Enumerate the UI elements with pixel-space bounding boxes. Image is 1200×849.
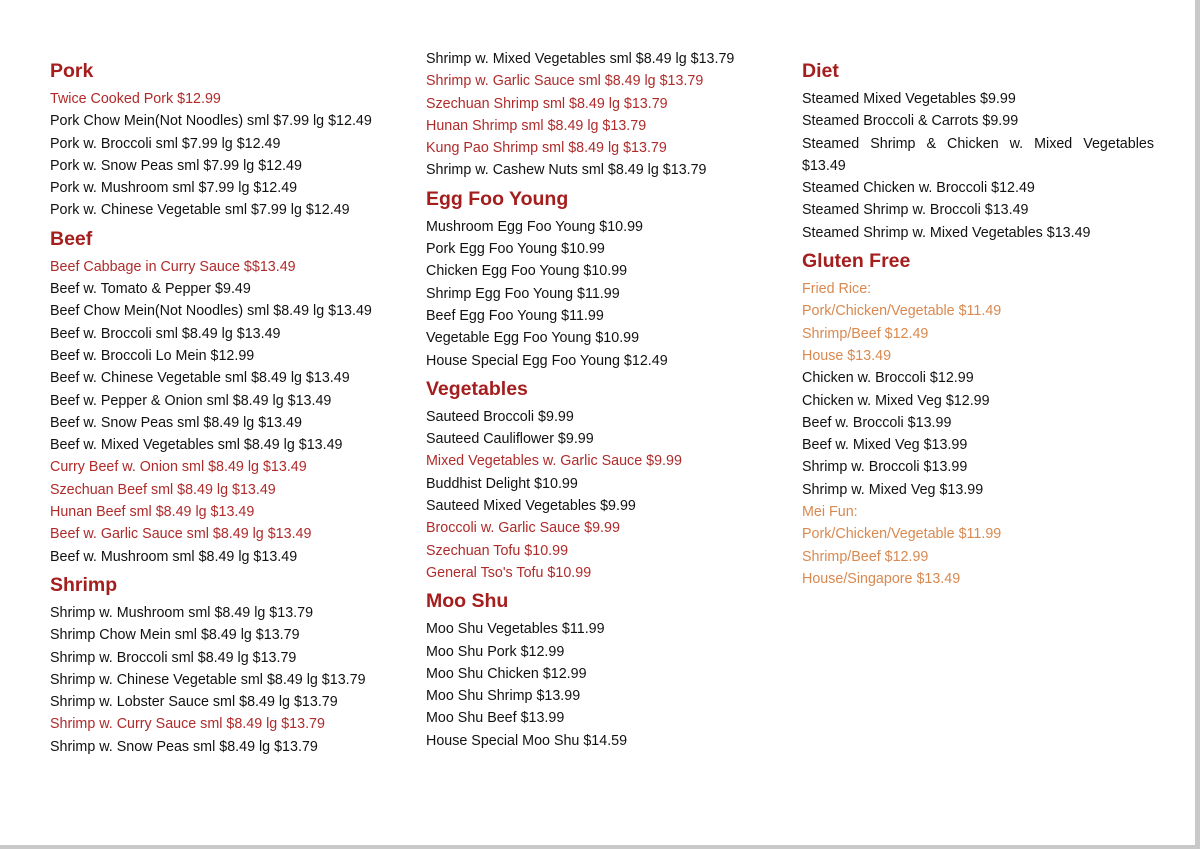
menu-item: Steamed Shrimp w. Mixed Vegetables $13.49 — [802, 224, 1091, 241]
menu-item: Sauteed Broccoli $9.99 — [426, 408, 574, 425]
menu-item: Pork/Chicken/Vegetable $11.99 — [802, 526, 1002, 543]
menu-item: Chicken Egg Foo Young $10.99 — [426, 263, 628, 280]
menu-item: House Special Egg Foo Young $12.49 — [426, 352, 668, 369]
menu-item: Beef w. Broccoli Lo Mein $12.99 — [50, 347, 255, 364]
menu-item: Steamed Mixed Vegetables $9.99 — [802, 91, 1016, 107]
menu-item: Shrimp w. Mixed Veg $13.99 — [802, 481, 984, 498]
menu-column-2 — [426, 48, 786, 752]
section-title-beef: Beef — [50, 227, 93, 250]
menu-item: Shrimp/Beef $12.99 — [802, 548, 929, 565]
menu-item: Pork w. Broccoli sml $7.99 lg $12.49 — [50, 135, 281, 152]
section-title-gluten-free: Gluten Free — [802, 250, 911, 273]
menu-item: Shrimp w. Garlic Sauce sml $8.49 lg $13.79 — [426, 73, 704, 90]
section-title-diet: Diet — [802, 60, 839, 82]
menu-item: Pork/Chicken/Vegetable $11.49 — [802, 303, 1002, 320]
menu-item: Beef w. Mushroom sml $8.49 lg $13.49 — [50, 548, 298, 565]
menu-item: Shrimp w. Mushroom sml $8.49 lg $13.79 — [50, 604, 314, 621]
menu-item: Beef w. Snow Peas sml $8.49 lg $13.49 — [50, 414, 302, 431]
menu-item: Moo Shu Pork $12.99 — [426, 643, 565, 660]
section-pork — [50, 54, 410, 222]
menu-item: Beef Cabbage in Curry Sauce $$13.49 — [50, 258, 296, 275]
menu-item: Shrimp w. Mixed Vegetables sml $8.49 lg $13.79 — [426, 51, 735, 67]
menu-item: Beef w. Mixed Vegetables sml $8.49 lg $13.49 — [50, 437, 343, 454]
menu-item: Mixed Vegetables w. Garlic Sauce $9.99 — [426, 453, 682, 470]
section-title-moo-shu: Moo Shu — [426, 590, 509, 613]
menu-item: House $13.49 — [802, 347, 892, 364]
section-title-egg-foo-young: Egg Foo Young — [426, 187, 569, 210]
menu-item: Pork Egg Foo Young $10.99 — [426, 241, 605, 258]
menu-item: Steamed Chicken w. Broccoli $12.49 — [802, 180, 1035, 197]
menu-item: Moo Shu Shrimp $13.99 — [426, 688, 581, 705]
menu-item: Shrimp w. Broccoli sml $8.49 lg $13.79 — [50, 649, 297, 666]
menu-item: Beef Egg Foo Young $11.99 — [426, 307, 604, 324]
menu-subheading: Fried Rice: — [802, 281, 872, 298]
section-moo-shu — [426, 584, 786, 752]
menu-item: Beef w. Broccoli sml $8.49 lg $13.49 — [50, 325, 281, 342]
section-shrimp-continued — [426, 48, 786, 182]
menu-item: Steamed Shrimp w. Broccoli $13.49 — [802, 202, 1029, 219]
menu-item: Shrimp Chow Mein sml $8.49 lg $13.79 — [50, 627, 300, 644]
menu-item: General Tso's Tofu $10.99 — [426, 564, 592, 581]
menu-item: Pork w. Mushroom sml $7.99 lg $12.49 — [50, 180, 298, 197]
menu-item: Moo Shu Chicken $12.99 — [426, 665, 587, 682]
menu-item: Beef w. Mixed Veg $13.99 — [802, 437, 968, 454]
menu-column-1 — [50, 54, 410, 758]
menu-item: Sauteed Cauliflower $9.99 — [426, 431, 594, 448]
menu-item: Vegetable Egg Foo Young $10.99 — [426, 330, 640, 347]
menu-item: House/Singapore $13.49 — [802, 570, 961, 587]
section-title-shrimp: Shrimp — [50, 573, 118, 596]
menu-item: Steamed Shrimp & Chicken w. Mixed Vegetables $13.49 — [802, 135, 1154, 174]
menu-item: Twice Cooked Pork $12.99 — [50, 91, 221, 107]
menu-item: Szechuan Shrimp sml $8.49 lg $13.79 — [426, 95, 668, 112]
menu-item: Pork w. Snow Peas sml $7.99 lg $12.49 — [50, 157, 302, 174]
menu-item: Shrimp w. Cashew Nuts sml $8.49 lg $13.79 — [426, 162, 707, 179]
menu-item: Pork w. Chinese Vegetable sml $7.99 lg $12.49 — [50, 202, 350, 219]
menu-item: Hunan Shrimp sml $8.49 lg $13.79 — [426, 117, 647, 134]
menu-item: Chicken w. Mixed Veg $12.99 — [802, 392, 990, 409]
section-title-vegetables: Vegetables — [426, 377, 528, 400]
menu-item: Beef w. Pepper & Onion sml $8.49 lg $13.49 — [50, 392, 332, 409]
menu-item: Beef w. Garlic Sauce sml $8.49 lg $13.49 — [50, 526, 312, 543]
menu-item: Beef w. Chinese Vegetable sml $8.49 lg $13.49 — [50, 370, 350, 387]
menu-item: Hunan Beef sml $8.49 lg $13.49 — [50, 504, 255, 521]
menu-item: Broccoli w. Garlic Sauce $9.99 — [426, 520, 620, 537]
menu-item: Buddhist Delight $10.99 — [426, 475, 578, 492]
menu-item: Beef w. Tomato & Pepper $9.49 — [50, 281, 251, 298]
menu-column-3 — [802, 54, 1154, 590]
menu-item: Chicken w. Broccoli $12.99 — [802, 370, 974, 387]
menu-item: Sauteed Mixed Vegetables $9.99 — [426, 498, 636, 515]
menu-subheading: Mei Fun: — [802, 504, 858, 521]
menu-item: Szechuan Beef sml $8.49 lg $13.49 — [50, 481, 276, 498]
menu-item: Curry Beef w. Onion sml $8.49 lg $13.49 — [50, 459, 307, 476]
menu-item: Moo Shu Beef $13.99 — [426, 710, 565, 727]
menu-item: Steamed Broccoli & Carrots $9.99 — [802, 113, 1019, 130]
menu-item: Kung Pao Shrimp sml $8.49 lg $13.79 — [426, 140, 667, 157]
section-vegetables — [426, 372, 786, 584]
section-egg-foo-young — [426, 182, 786, 372]
menu-item: Beef w. Broccoli $13.99 — [802, 414, 952, 431]
menu-item: Szechuan Tofu $10.99 — [426, 542, 569, 559]
section-shrimp — [50, 568, 410, 758]
section-title-pork: Pork — [50, 60, 94, 82]
menu-item: Shrimp/Beef $12.49 — [802, 325, 929, 342]
section-diet — [802, 54, 1154, 244]
menu-item: Shrimp w. Chinese Vegetable sml $8.49 lg $13.79 — [50, 671, 366, 688]
menu-item: Moo Shu Vegetables $11.99 — [426, 621, 605, 638]
menu-item: Shrimp Egg Foo Young $11.99 — [426, 285, 620, 302]
section-beef — [50, 222, 410, 568]
menu-item: Shrimp w. Broccoli $13.99 — [802, 459, 968, 476]
section-gluten-free — [802, 244, 1154, 590]
menu-item: Mushroom Egg Foo Young $10.99 — [426, 218, 643, 235]
menu-item: House Special Moo Shu $14.59 — [426, 732, 628, 749]
menu-item: Beef Chow Mein(Not Noodles) sml $8.49 lg $13.49 — [50, 303, 372, 320]
menu-item: Shrimp w. Snow Peas sml $8.49 lg $13.79 — [50, 738, 318, 755]
menu-item: Shrimp w. Curry Sauce sml $8.49 lg $13.79 — [50, 716, 325, 733]
menu-item: Pork Chow Mein(Not Noodles) sml $7.99 lg $12.49 — [50, 113, 372, 130]
menu-item: Shrimp w. Lobster Sauce sml $8.49 lg $13.79 — [50, 694, 338, 711]
